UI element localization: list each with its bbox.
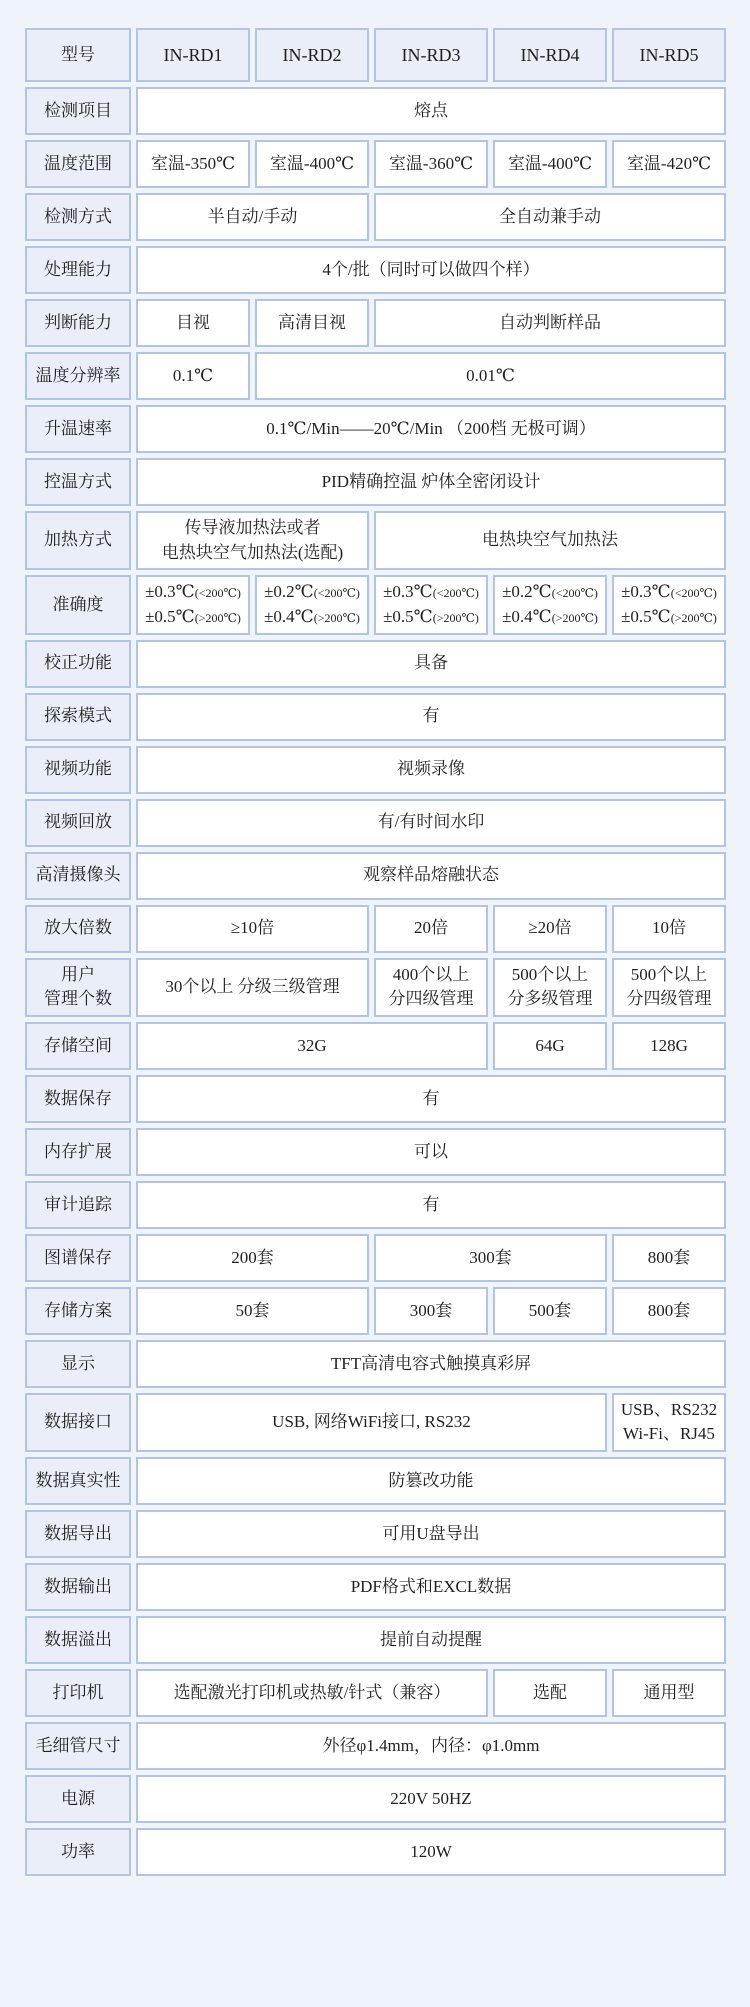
- spec-cell: 300套: [374, 1234, 607, 1282]
- spec-row: [25, 1563, 726, 1611]
- spec-row: [25, 852, 726, 900]
- spec-cell: ≥20倍: [493, 905, 607, 953]
- spec-row: [25, 1669, 726, 1717]
- spec-row: [25, 1022, 726, 1070]
- row-label: 存储空间: [25, 1022, 131, 1070]
- spec-cell: 自动判断样品: [374, 299, 726, 347]
- row-label: 视频回放: [25, 799, 131, 847]
- row-label: 毛细管尺寸: [25, 1722, 131, 1770]
- spec-cell: 有/有时间水印: [136, 799, 726, 847]
- spec-cell: 室温-400℃: [255, 140, 369, 188]
- spec-cell: 800套: [612, 1234, 726, 1282]
- spec-row: [25, 905, 726, 953]
- row-label: 存储方案: [25, 1287, 131, 1335]
- spec-cell: 500个以上 分多级管理: [493, 958, 607, 1017]
- row-label: 数据保存: [25, 1075, 131, 1123]
- spec-cell: 传导液加热法或者 电热块空气加热法(选配): [136, 511, 369, 570]
- spec-row: [25, 1128, 726, 1176]
- spec-row: [25, 405, 726, 453]
- spec-cell: 0.01℃: [255, 352, 726, 400]
- row-label: 准确度: [25, 575, 131, 634]
- spec-row: [25, 746, 726, 794]
- row-label: 审计追踪: [25, 1181, 131, 1229]
- spec-cell: 室温-400℃: [493, 140, 607, 188]
- spec-cell: 通用型: [612, 1669, 726, 1717]
- spec-row: [25, 352, 726, 400]
- spec-cell: 选配激光打印机或热敏/针式（兼容）: [136, 1669, 488, 1717]
- spec-row: [25, 87, 726, 135]
- spec-row: [25, 140, 726, 188]
- spec-cell: 20倍: [374, 905, 488, 953]
- spec-cell: 120W: [136, 1828, 726, 1876]
- spec-row: [25, 1181, 726, 1229]
- spec-cell: ±0.3℃(<200℃) ±0.5℃(>200℃): [612, 575, 726, 634]
- row-label: 型号: [25, 28, 131, 82]
- model-cell: IN-RD1: [136, 28, 250, 82]
- row-label: 检测项目: [25, 87, 131, 135]
- spec-cell: 50套: [136, 1287, 369, 1335]
- spec-cell: 128G: [612, 1022, 726, 1070]
- spec-cell: 400个以上 分四级管理: [374, 958, 488, 1017]
- row-label: 功率: [25, 1828, 131, 1876]
- row-label: 视频功能: [25, 746, 131, 794]
- spec-row: [25, 193, 726, 241]
- spec-cell: 500个以上 分四级管理: [612, 958, 726, 1017]
- spec-cell: 目视: [136, 299, 250, 347]
- row-label: 图谱保存: [25, 1234, 131, 1282]
- row-label: 高清摄像头: [25, 852, 131, 900]
- row-label: 检测方式: [25, 193, 131, 241]
- spec-cell: PDF格式和EXCL数据: [136, 1563, 726, 1611]
- spec-cell: 有: [136, 693, 726, 741]
- spec-cell: 室温-360℃: [374, 140, 488, 188]
- spec-row: [25, 1457, 726, 1505]
- spec-row: [25, 1287, 726, 1335]
- row-label: 判断能力: [25, 299, 131, 347]
- spec-cell: 提前自动提醒: [136, 1616, 726, 1664]
- row-label: 内存扩展: [25, 1128, 131, 1176]
- spec-sheet-page: [0, 23, 750, 2007]
- spec-cell: TFT高清电容式触摸真彩屏: [136, 1340, 726, 1388]
- spec-row: [25, 1340, 726, 1388]
- spec-row: [25, 1510, 726, 1558]
- spec-cell: 可以: [136, 1128, 726, 1176]
- spec-row: [25, 1775, 726, 1823]
- spec-cell: ±0.2℃(<200℃) ±0.4℃(>200℃): [255, 575, 369, 634]
- spec-cell: 视频录像: [136, 746, 726, 794]
- row-label: 数据输出: [25, 1563, 131, 1611]
- spec-cell: USB、RS232 Wi-Fi、RJ45: [612, 1393, 726, 1452]
- spec-cell: 高清目视: [255, 299, 369, 347]
- row-label: 显示: [25, 1340, 131, 1388]
- spec-table: [20, 23, 731, 1881]
- spec-cell: 熔点: [136, 87, 726, 135]
- spec-cell: 30个以上 分级三级管理: [136, 958, 369, 1017]
- spec-row: [25, 299, 726, 347]
- spec-row: [25, 958, 726, 1017]
- model-cell: IN-RD5: [612, 28, 726, 82]
- row-label: 控温方式: [25, 458, 131, 506]
- model-cell: IN-RD4: [493, 28, 607, 82]
- spec-cell: 具备: [136, 640, 726, 688]
- model-cell: IN-RD3: [374, 28, 488, 82]
- spec-row: [25, 1828, 726, 1876]
- spec-cell: 0.1℃/Min——20℃/Min （200档 无极可调）: [136, 405, 726, 453]
- spec-cell: 观察样品熔融状态: [136, 852, 726, 900]
- spec-cell: 32G: [136, 1022, 488, 1070]
- spec-cell: 室温-420℃: [612, 140, 726, 188]
- spec-cell: 200套: [136, 1234, 369, 1282]
- spec-cell: 500套: [493, 1287, 607, 1335]
- model-cell: IN-RD2: [255, 28, 369, 82]
- spec-cell: USB, 网络WiFi接口, RS232: [136, 1393, 607, 1452]
- spec-cell: ±0.3℃(<200℃) ±0.5℃(>200℃): [374, 575, 488, 634]
- spec-cell: ≥10倍: [136, 905, 369, 953]
- spec-cell: ±0.3℃(<200℃) ±0.5℃(>200℃): [136, 575, 250, 634]
- spec-cell: 半自动/手动: [136, 193, 369, 241]
- spec-cell: PID精确控温 炉体全密闭设计: [136, 458, 726, 506]
- spec-cell: 可用U盘导出: [136, 1510, 726, 1558]
- spec-row: [25, 1393, 726, 1452]
- spec-cell: 防篡改功能: [136, 1457, 726, 1505]
- spec-row: [25, 458, 726, 506]
- row-label: 用户 管理个数: [25, 958, 131, 1017]
- row-label: 温度分辨率: [25, 352, 131, 400]
- row-label: 打印机: [25, 1669, 131, 1717]
- row-label: 数据接口: [25, 1393, 131, 1452]
- row-label: 电源: [25, 1775, 131, 1823]
- row-label: 处理能力: [25, 246, 131, 294]
- spec-cell: 300套: [374, 1287, 488, 1335]
- spec-cell: 外径φ1.4mm，内径：φ1.0mm: [136, 1722, 726, 1770]
- spec-row: [25, 640, 726, 688]
- spec-cell: 室温-350℃: [136, 140, 250, 188]
- spec-cell: 全自动兼手动: [374, 193, 726, 241]
- spec-cell: 64G: [493, 1022, 607, 1070]
- spec-row: [25, 1722, 726, 1770]
- row-label: 温度范围: [25, 140, 131, 188]
- spec-cell: 有: [136, 1181, 726, 1229]
- row-label: 放大倍数: [25, 905, 131, 953]
- spec-row: [25, 575, 726, 634]
- spec-cell: 电热块空气加热法: [374, 511, 726, 570]
- spec-cell: ±0.2℃(<200℃) ±0.4℃(>200℃): [493, 575, 607, 634]
- spec-cell: 有: [136, 1075, 726, 1123]
- row-label: 升温速率: [25, 405, 131, 453]
- spec-row: [25, 799, 726, 847]
- spec-row: [25, 693, 726, 741]
- row-label: 数据溢出: [25, 1616, 131, 1664]
- spec-cell: 10倍: [612, 905, 726, 953]
- spec-cell: 选配: [493, 1669, 607, 1717]
- row-label: 加热方式: [25, 511, 131, 570]
- row-label: 探索模式: [25, 693, 131, 741]
- spec-cell: 800套: [612, 1287, 726, 1335]
- spec-row: [25, 1616, 726, 1664]
- model-header-row: [25, 28, 726, 82]
- spec-cell: 220V 50HZ: [136, 1775, 726, 1823]
- row-label: 数据导出: [25, 1510, 131, 1558]
- spec-row: [25, 1075, 726, 1123]
- spec-cell: 4个/批（同时可以做四个样）: [136, 246, 726, 294]
- row-label: 校正功能: [25, 640, 131, 688]
- spec-row: [25, 511, 726, 570]
- spec-cell: 0.1℃: [136, 352, 250, 400]
- spec-row: [25, 246, 726, 294]
- spec-table-body: [25, 28, 726, 1876]
- row-label: 数据真实性: [25, 1457, 131, 1505]
- spec-row: [25, 1234, 726, 1282]
